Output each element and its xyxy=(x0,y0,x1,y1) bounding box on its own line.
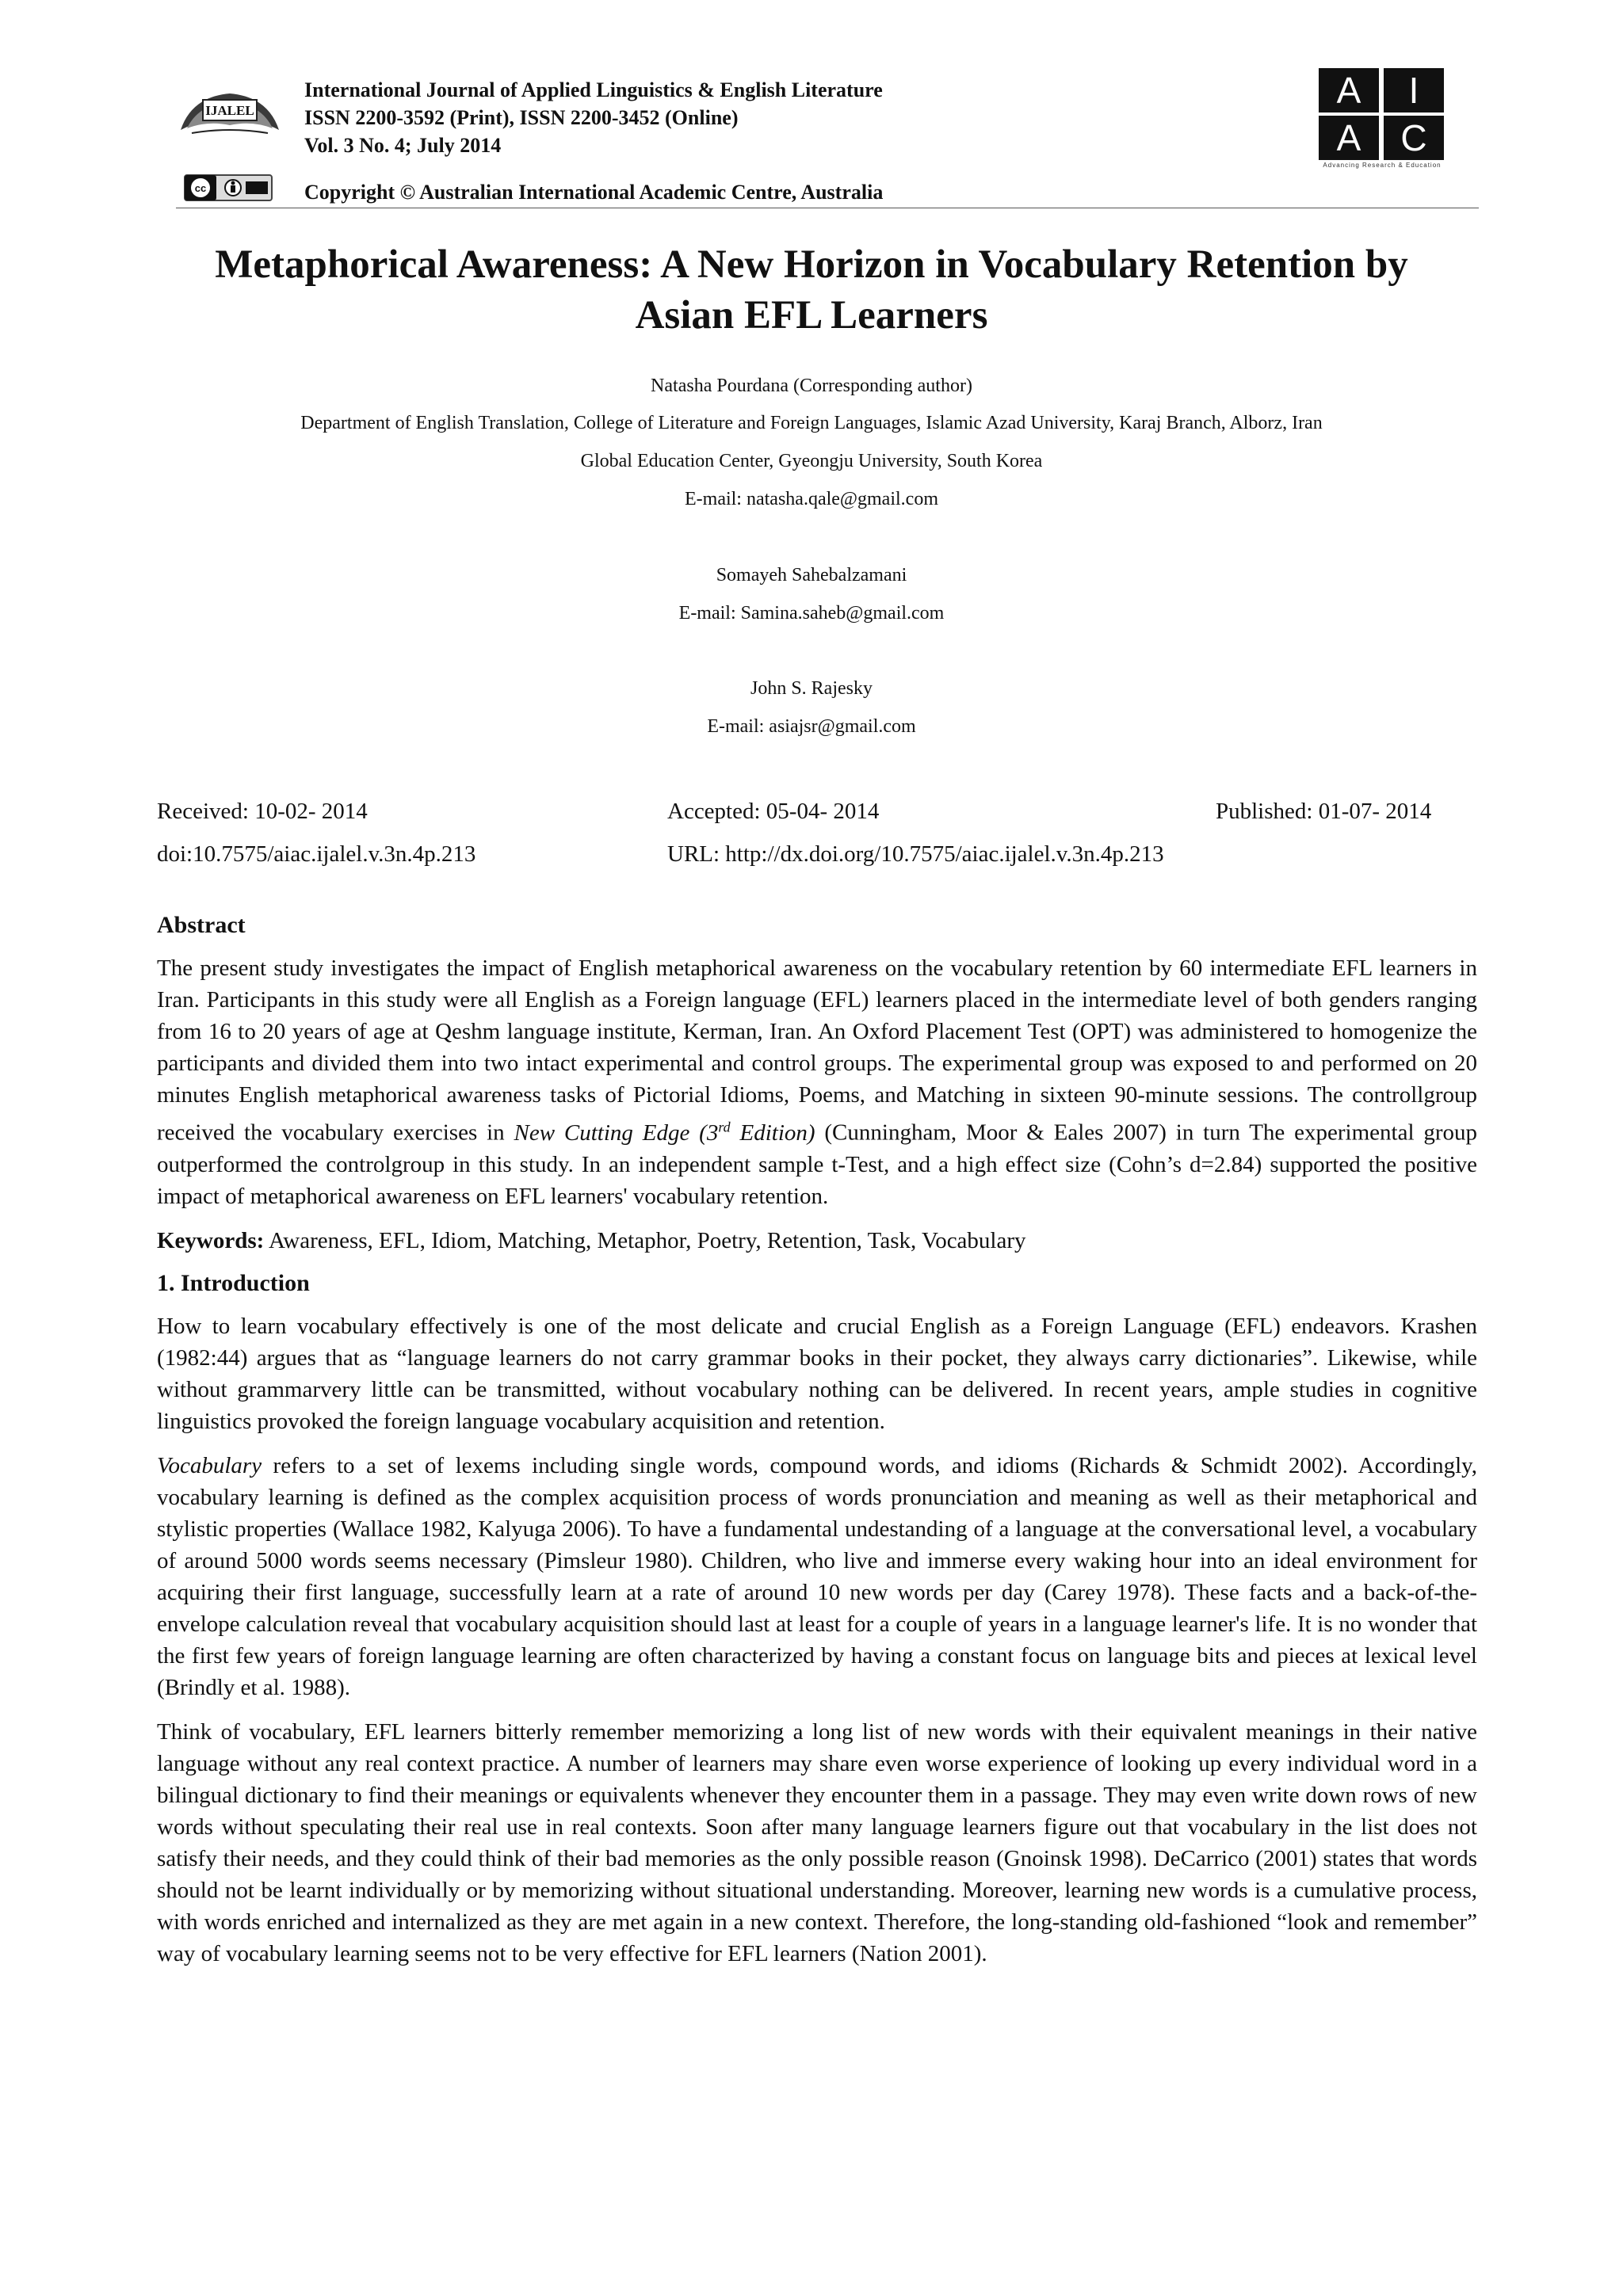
creative-commons-icon xyxy=(184,174,273,201)
journal-volume: Vol. 3 No. 4; July 2014 xyxy=(304,134,502,157)
journal-title: International Journal of Applied Linguistics & English Literature xyxy=(304,78,883,101)
intro-paragraph-1: How to learn vocabulary effectively is one of the most delicate and crucial English as a Foreign Language (EFL) endeavors. Krashen (1982:44) argues that as “language learners do not carry grammar books in their pocket, they always carry dictionaries”. Likewise, while without grammarvery little can be transmitted, without vocabulary nothing can be delivered. In recent years, ample studies in cognitive linguistics provoked the foreign language vocabulary acquisition and retention. xyxy=(157,1313,1477,1434)
copyright-notice: Copyright © Australian International Academic Centre, Australia xyxy=(304,181,884,204)
paper-body xyxy=(157,910,1477,1970)
paper-title-line-1: Metaphorical Awareness: A New Horizon in Vocabulary Retention by xyxy=(215,242,1408,287)
book-title: New Cutting Edge (3rd Edition) xyxy=(514,1119,815,1146)
keywords xyxy=(157,1225,1477,1257)
author-2-email: E-mail: Samina.saheb@gmail.com xyxy=(678,603,945,624)
received-date: Received: 10-02- 2014 xyxy=(157,799,368,824)
author-2-name: Somayeh Sahebalzamani xyxy=(716,565,907,585)
author-1-affiliation-1: Department of English Translation, College of Literature and Foreign Languages, Islamic Azad University, Karaj Branch, Alborz, Iran xyxy=(300,413,1323,433)
doi-url[interactable]: URL: http://dx.doi.org/10.7575/aiac.ijalel.v.3n.4p.213 xyxy=(667,841,1164,867)
keywords-list: Awareness, EFL, Idiom, Matching, Metaphor, Poetry, Retention, Task, Vocabulary xyxy=(264,1227,1026,1253)
keywords-label: Keywords: xyxy=(157,1227,265,1253)
intro-paragraph-3: Think of vocabulary, EFL learners bitterly remember memorizing a long list of new words with their equivalent meanings in their native language without any real context practice. A number of learners may share even worse experience of looking up every individual word in a bilingual dictionary to find their meanings or equivalents whenever they encounter them in a passage. They may even write down rows of new words without speculating their real use in real contexts. Soon after many language learners figure out that vocabulary in the list does not satisfy their needs, and they could think of their bad memories as the only possible reason (Gnoinsk 1998). DeCarrico (2001) states that words should not be learnt individually or by memorizing without situational understanding. Moreover, learning new words is a cumulative process, with words enriched and internalized as they are met again in a new context. Therefore, the long-standing old-fashioned “look and remember” way of vocabulary learning seems not to be very effective for EFL learners (Nation 2001). xyxy=(157,1718,1477,1966)
abstract-heading: Abstract xyxy=(157,912,246,938)
journal-logo-text: IJALEL xyxy=(205,103,254,118)
aiac-logo: A I A C Advancing Research & Education xyxy=(1319,68,1445,171)
author-3-name: John S. Rajesky xyxy=(750,678,873,699)
author-1-email: E-mail: natasha.qale@gmail.com xyxy=(685,489,938,509)
abstract-text: The present study investigates the impact of English metaphorical awareness on the vocabulary retention by 60 intermediate EFL learners in Iran. Participants in this study were all English as a Foreign language (EFL) learners placed in the intermediate level of both genders ranging from 16 to 20 years of age at Qeshm language institute, Kerman, Iran. An Oxford Placement Test (OPT) was administered to homogenize the participants and divided them into two intact experimental and control groups. The experimental group was exposed to and performed on 20 minutes English metaphorical awareness tasks of Pictorial Idioms, Poems, and Matching in sixteen 90-minute sessions. The controllgroup received the vocabulary exercises in New Cutting Edge (3rd Edition) (Cunningham, Moor & Eales 2007) in turn The experimental group outperformed the controlgroup in this study. In an independent sample t-Test, and a high effect size (Cohn’s d=2.84) supported the positive impact of metaphorical awareness on EFL learners' vocabulary retention. xyxy=(157,955,1477,1209)
journal-header xyxy=(304,76,1255,159)
intro-paragraph-2: Vocabulary refers to a set of lexems including single words, compound words, and idioms (Richards & Schmidt 2002). Accordingly, vocabulary learning is defined as the complex acquisition process of words pronunciation and meaning as well as their metaphorical and stylistic properties (Wallace 1982, Kalyuga 2006). To have a fundamental undestanding of a language at the conversational level, a vocabulary of around 5000 words seems necessary (Pimsleur 1980). Children, who live and immerse every waking hour into an ideal environment for acquiring their first language, successfully learn at a rate of around 10 new words per day (Carey 1978). These facts and a back-of-the-envelope calculation reveal that vocabulary acquisition should last at least for a couple of years in a language learner's life. It is no wonder that the first few years of foreign language learning are often characterized by having a constant focus on language bits and pieces at lexical level (Brindly et al. 1988). xyxy=(157,1452,1477,1700)
paper-title xyxy=(119,239,1504,341)
doi: doi:10.7575/aiac.ijalel.v.3n.4p.213 xyxy=(157,841,476,867)
introduction-heading: 1. Introduction xyxy=(157,1269,310,1296)
author-3-email: E-mail: asiajsr@gmail.com xyxy=(707,716,916,737)
accepted-date: Accepted: 05-04- 2014 xyxy=(667,799,880,824)
author-1-name: Natasha Pourdana (Corresponding author) xyxy=(651,376,972,396)
svg-text:cc: cc xyxy=(194,182,207,194)
journal-logo xyxy=(176,81,284,143)
published-date: Published: 01-07- 2014 xyxy=(1216,799,1432,824)
author-1-affiliation-2: Global Education Center, Gyeongju University, South Korea xyxy=(580,451,1043,471)
aiac-tagline: Advancing Research & Education xyxy=(1323,162,1442,169)
journal-issn: ISSN 2200-3592 (Print), ISSN 2200-3452 (Online) xyxy=(304,106,739,129)
paper-title-line-2: Asian EFL Learners xyxy=(635,293,988,338)
vocabulary-term: Vocabulary xyxy=(157,1452,262,1478)
